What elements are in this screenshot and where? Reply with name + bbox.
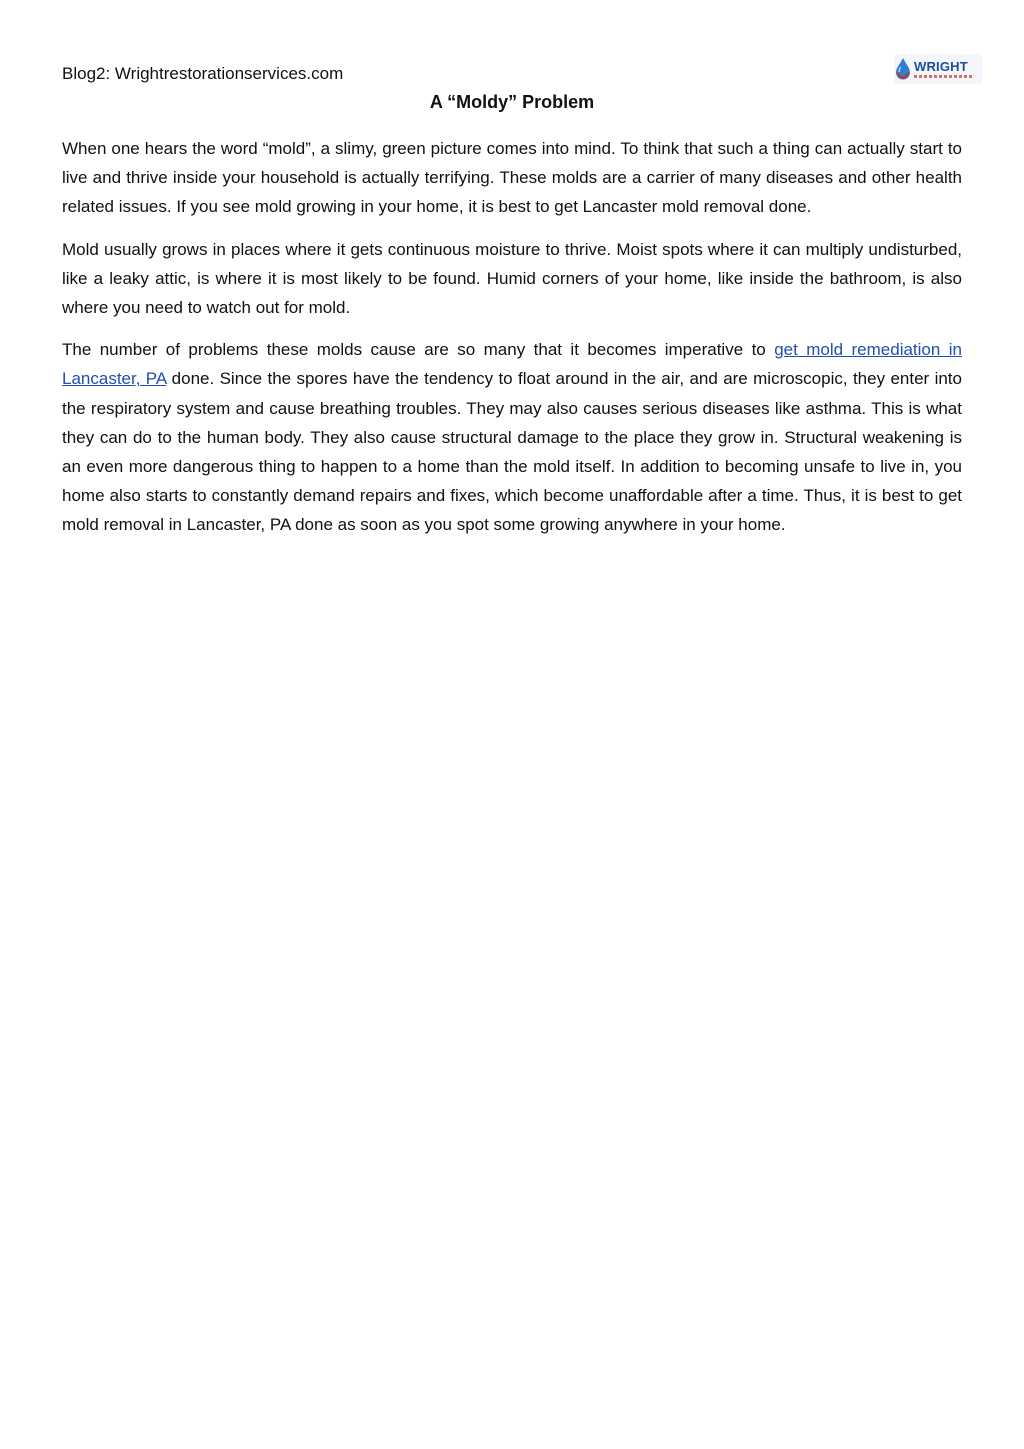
company-logo xyxy=(894,54,982,84)
paragraph-3 xyxy=(62,335,962,539)
mold-remediation-link[interactable]: get mold remediation in Lancaster, PA xyxy=(62,340,962,389)
logo-wordmark: WRIGHT xyxy=(914,59,968,74)
article-title: A “Moldy” Problem xyxy=(429,92,595,112)
paragraph-2: Mold usually grows in places where it gets continuous moisture to thrive. Moist spots where it can multiply undisturbed, like a leaky attic, is where it is most likely to be found. Humid corners of your home, like inside the bathroom, is also where you need to watch out for mold. xyxy=(62,239,962,318)
paragraph-3-text-end: done. Since the spores have the tendency to float around in the air, and are microscopic, they enter into the respiratory system and cause breathing troubles. They may also causes serious diseases like asthma. This is what they can do to the human body. They also cause structural damage to the place they grow in. Structural weakening is an even more dangerous thing to happen to a home than the mold itself. In addition to becoming unsafe to live in, you home also starts to constantly demand repairs and fixes, which become unaffordable after a time. Thus, it is best to get mold removal in Lancaster, PA done as soon as you spot some growing anywhere in your home. xyxy=(62,369,962,535)
water-drop-icon xyxy=(894,57,912,81)
paragraph-1: When one hears the word “mold”, a slimy, green picture comes into mind. To think that such a thing can actually start to live and thrive inside your household is actually terrifying. These molds are a carrier of many diseases and other health related issues. If you see mold growing in your home, it is best to get Lancaster mold removal done. xyxy=(62,139,962,217)
article-body xyxy=(62,134,962,553)
site-header: Blog2: Wrightrestorationservices.com xyxy=(62,64,344,83)
logo-tagline-graphic xyxy=(914,75,974,78)
paragraph-3-text-start: The number of problems these molds cause are so many that it becomes imperative to xyxy=(62,340,775,360)
